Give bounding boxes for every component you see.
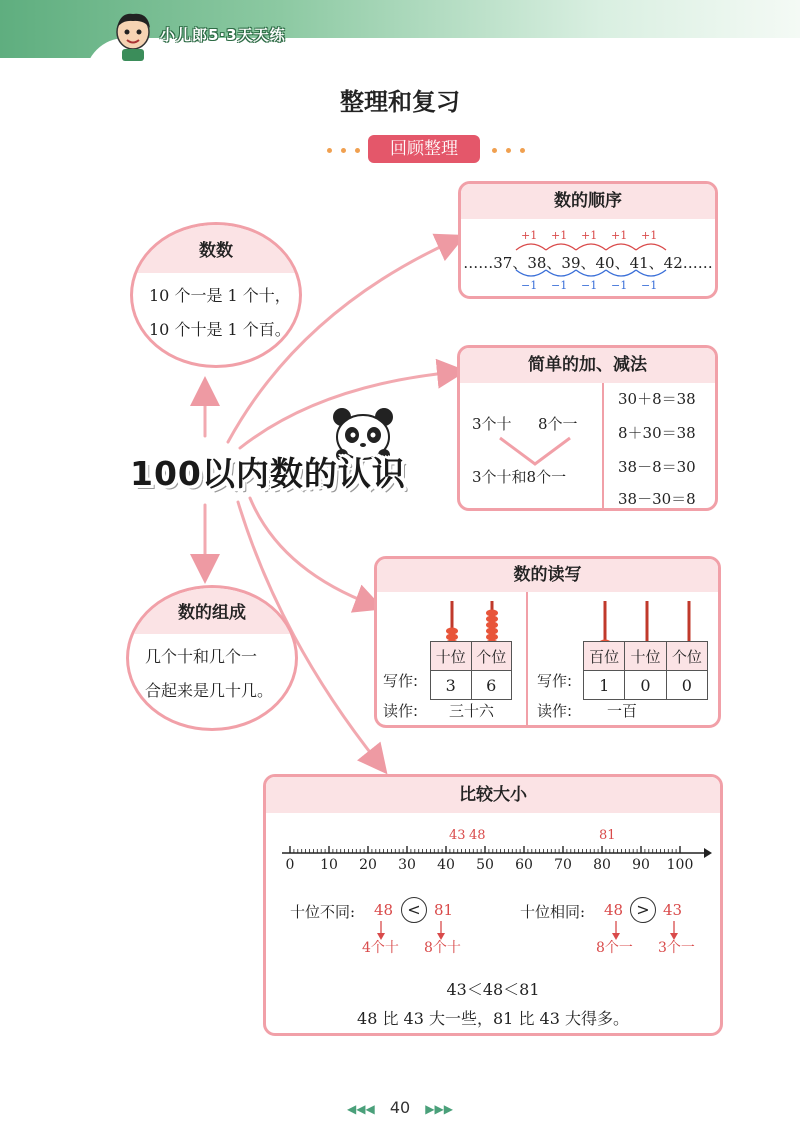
reading-left: 三十六 <box>449 702 495 720</box>
diff-a: 48 <box>374 901 394 919</box>
composition-line-1: 几个十和几个一 <box>145 647 258 666</box>
diff-b: 81 <box>434 901 454 919</box>
tens-label: 3个十 <box>472 415 512 433</box>
combine-v-lines <box>490 436 580 466</box>
diff-note-b: 8个十 <box>424 940 461 956</box>
place-table-right <box>583 641 708 700</box>
section-tab: 回顾整理 <box>368 135 480 163</box>
readwrite-divider <box>526 592 528 727</box>
addsub-box <box>457 345 718 511</box>
composition-line-2: 合起来是几十几。 <box>145 681 274 700</box>
readwrite-box <box>374 556 721 728</box>
compare-title: 比较大小 <box>266 777 720 813</box>
prev-arrows-icon: ◀◀◀ <box>347 1102 375 1116</box>
same-symbol: > <box>630 897 656 923</box>
counting-title: 数数 <box>133 225 299 273</box>
plus-label: +1 <box>611 229 628 242</box>
minus-label: −1 <box>521 279 538 292</box>
minus-label: −1 <box>581 279 598 292</box>
header-tens: 十位 <box>431 642 472 671</box>
read-label-right: 读作: <box>537 702 573 720</box>
compare-box <box>263 774 723 1036</box>
header-hundreds: 百位 <box>584 642 625 671</box>
readwrite-title: 数的读写 <box>377 559 718 592</box>
equation-3: 38－8＝30 <box>618 458 696 476</box>
mark-48: 48 <box>469 828 486 843</box>
minus-label: −1 <box>641 279 658 292</box>
equation-4: 38－30＝8 <box>618 490 696 508</box>
header-tens: 十位 <box>625 642 666 671</box>
reading-right: 一百 <box>607 702 638 720</box>
main-topic: 100以内数的认识 <box>130 454 406 493</box>
minus-label: −1 <box>551 279 568 292</box>
value-ones: 6 <box>471 671 512 700</box>
page-number-value: 40 <box>389 1098 411 1117</box>
same-a: 48 <box>604 901 624 919</box>
page-number <box>0 1098 800 1117</box>
tick-label: 30 <box>398 857 416 873</box>
equation-1: 30＋8＝38 <box>618 390 696 408</box>
tick-label: 40 <box>437 857 455 873</box>
equation-2: 8＋30＝38 <box>618 424 696 442</box>
tick-label: 20 <box>359 857 377 873</box>
addsub-title: 简单的加、减法 <box>460 348 715 383</box>
header-ones: 个位 <box>666 642 707 671</box>
ones-label: 8个一 <box>538 415 578 433</box>
tick-label: 50 <box>476 857 494 873</box>
tick-label: 10 <box>320 857 338 873</box>
conclusion: 48 比 43 大一些，81 比 43 大得多。 <box>357 1009 629 1028</box>
counting-line-1: 10 个一是 1 个十， <box>149 286 291 305</box>
diff-symbol: < <box>401 897 427 923</box>
minus-label: −1 <box>611 279 628 292</box>
value-tens: 3 <box>431 671 472 700</box>
header-ones: 个位 <box>471 642 512 671</box>
order-title: 数的顺序 <box>461 184 715 219</box>
same-b: 43 <box>663 901 683 919</box>
composition-circle <box>126 585 298 731</box>
same-note-b: 3个一 <box>658 940 695 956</box>
page-title: 整理和复习 <box>340 88 460 116</box>
plus-label: +1 <box>521 229 538 242</box>
value-tens: 0 <box>625 671 666 700</box>
tick-label: 0 <box>285 857 295 873</box>
plus-label: +1 <box>551 229 568 242</box>
addsub-divider <box>602 383 604 508</box>
value-hundreds: 1 <box>584 671 625 700</box>
order-box <box>458 181 718 299</box>
tick-label: 90 <box>632 857 650 873</box>
combined-label: 3个十和8个一 <box>472 468 567 486</box>
counting-circle <box>130 222 302 368</box>
diff-label: 十位不同: <box>290 903 356 921</box>
write-label-right: 写作: <box>537 672 573 690</box>
plus-label: +1 <box>581 229 598 242</box>
counting-line-2: 10 个十是 1 个百。 <box>149 320 291 339</box>
value-ones: 0 <box>666 671 707 700</box>
same-label: 十位相同: <box>520 903 586 921</box>
same-note-a: 8个一 <box>596 940 633 956</box>
composition-title: 数的组成 <box>129 588 295 634</box>
next-arrows-icon: ▶▶▶ <box>425 1102 453 1116</box>
place-table-left <box>430 641 512 700</box>
order-sequence: ……37、38、39、40、41、42…… <box>463 254 713 272</box>
brand-logo: 小儿郎5·3天天练 <box>160 26 286 44</box>
read-label-left: 读作: <box>383 702 419 720</box>
tick-label: 80 <box>593 857 611 873</box>
diff-note-a: 4个十 <box>362 940 399 956</box>
plus-label: +1 <box>641 229 658 242</box>
mark-43: 43 <box>449 828 466 843</box>
tick-label: 70 <box>554 857 572 873</box>
write-label-left: 写作: <box>383 672 419 690</box>
order-line: 43＜48＜81 <box>446 980 540 999</box>
tick-label: 60 <box>515 857 533 873</box>
tick-label: 100 <box>666 857 694 873</box>
mark-81: 81 <box>599 828 616 843</box>
